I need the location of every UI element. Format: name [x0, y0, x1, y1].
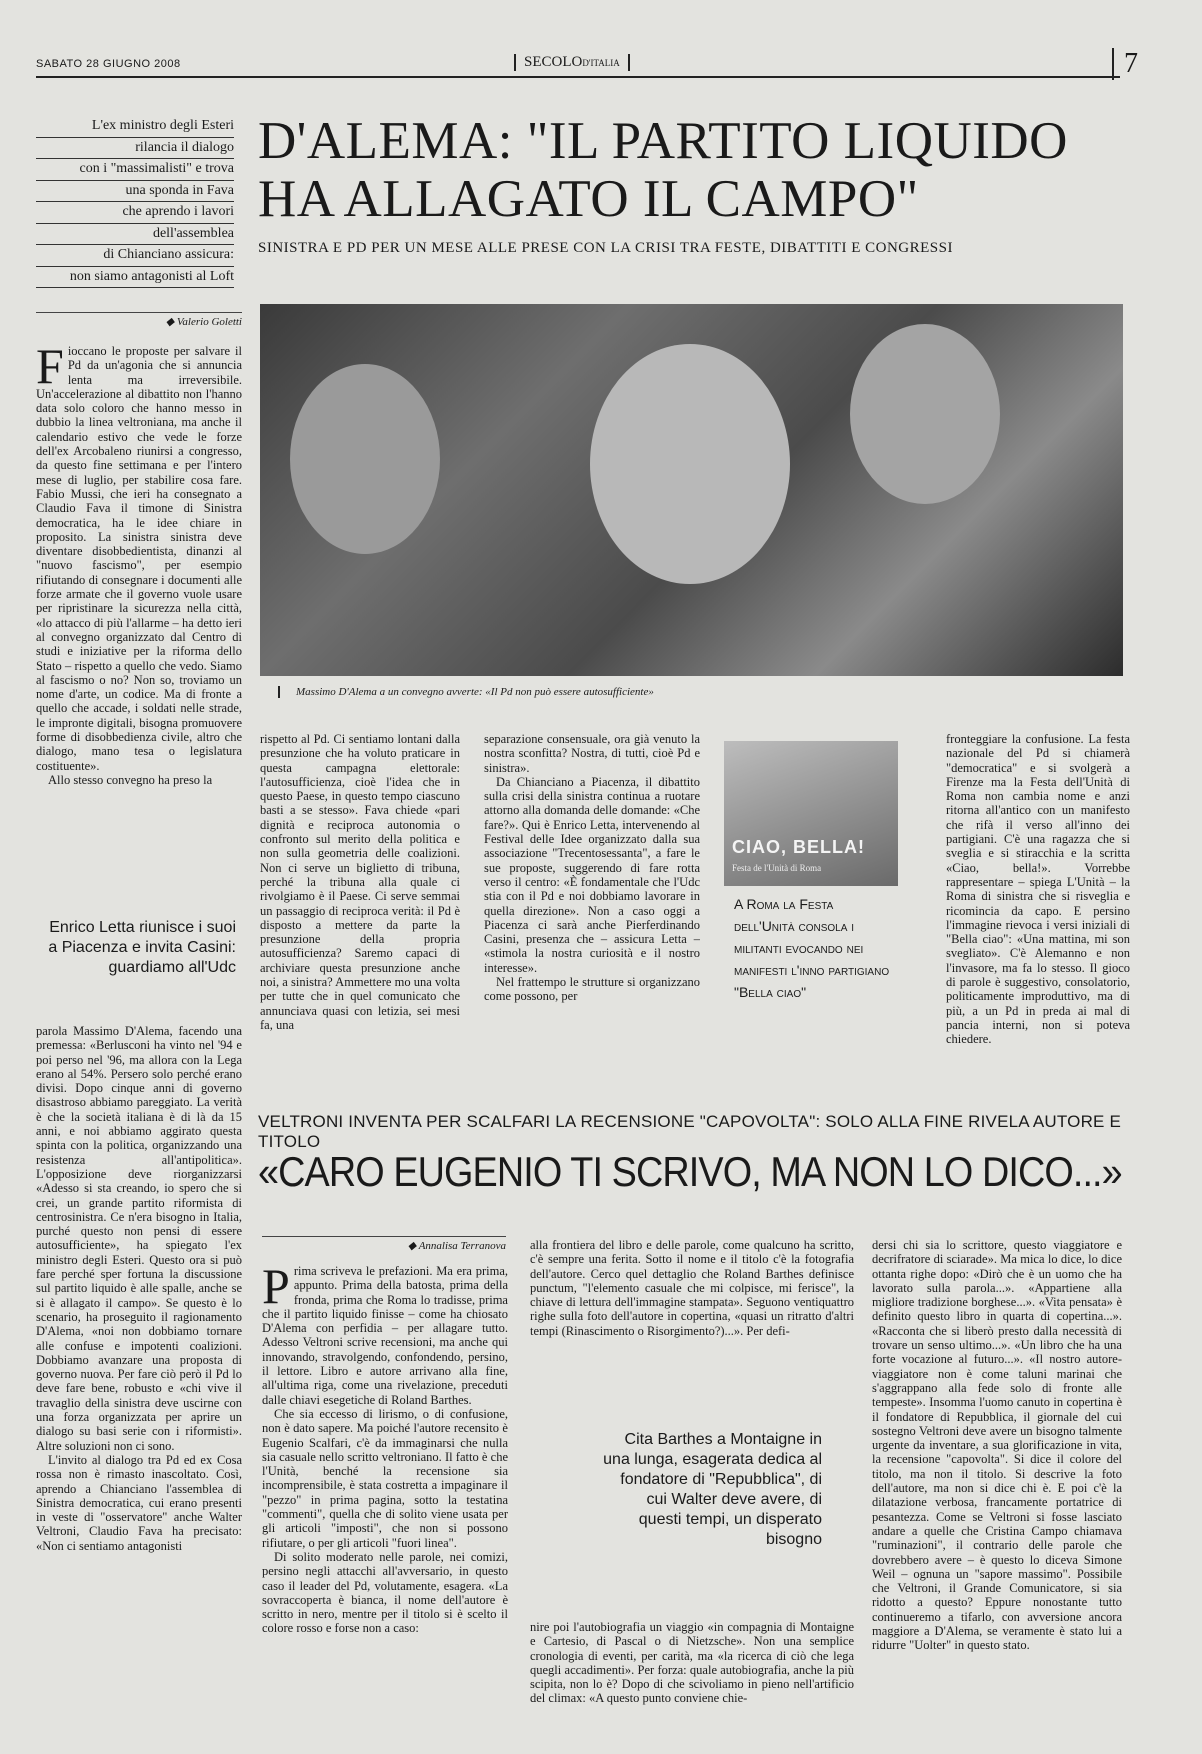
article2-pull-quote: Cita Barthes a Montaigne in una lunga, esagerata dedica al fondatore di "Repubblica", di cui Walter deve avere, di questi tempi, un disperato bisogno	[603, 1431, 822, 1548]
festival-poster-image	[724, 741, 898, 886]
dropcap: F	[36, 344, 64, 394]
article2-byline: ◆ Annalisa Terranova	[262, 1236, 506, 1252]
deck-line: una sponda in Fava	[36, 181, 234, 203]
paragraph: separazione consensuale, ora già venuto la nostra sconfitta? Nostra, di tutti, cioè Pd e sinistra».	[484, 732, 700, 775]
paragraph: Da Chianciano a Piacenza, il dibattito sulla crisi della sinistra continua a ruotare attorno alla domanda delle domande: «Che fare?». Qui è Enrico Letta, intervenendo al Festival delle Idee organizzato dalla sua associazione "Trecentosessanta", a fare le sue proposte, suggerendo di fare rotta verso il centro: «È fondamentale che l'Udc stia con il Pd e noi dobbiamo lavorare in quella direzione». Non a caso oggi a Piacenza ci sarà anche Pierferdinando Casini, presenza che – assicura Letta – «stimola la nostra curiosità e il nostro interesse».	[484, 774, 700, 975]
paragraph: L'invito al dialogo tra Pd ed ex Cosa rossa non è rimasto inascoltato. Così, aprendo a Chianciano l'assemblea di Sinistra democratica, cui erano presenti in veste di "osservatore" anche Walter Veltroni, Claudio Fava ha precisato: «Non ci sentiamo antagonisti	[36, 1452, 242, 1553]
article1-photo	[260, 304, 1123, 676]
article2-headline: «CARO EUGENIO TI SCRIVO, MA NON LO DICO...»	[258, 1148, 1122, 1195]
article1-column-1-top	[36, 344, 242, 890]
photo-figure-left	[290, 364, 440, 554]
header-rule	[36, 76, 1120, 78]
poster-subtitle: Festa de l'Unità di Roma	[732, 863, 822, 873]
sidebar-box	[724, 741, 898, 1049]
deck-line: con i "massimalisti" e trova	[36, 159, 234, 181]
paragraph: dersi chi sia lo scrittore, questo viaggiatore e decrifratore di sciarade». Ma mica lo dice, lo dice ottanta righe dopo: «Dirò che è un uomo che ha lavorato sulla parola...». «Appartiene alla migliore tradizione borghese...». «Vita pensata» è definito questo libro in quarta di copertina...». «Racconta che si liberò presto dalla necessità di trovare un senso ultimo...». «Un libro che ha una forte vocazione al futuro...». «Il nostro autore-viaggiatore non è come taluni marinai che s'aggrappano alla fede solo di fronte alle tempeste». Insomma l'uomo canuto in copertina è il fondatore di Repubblica, il giornale del cui sostegno Veltroni deve avere un bisogno talmente urgente da inventare, a sua glorificazione in vita, la recensione "capovolta". Si dice il colore del titolo, ma non il titolo. Si descrive la foto dell'autore, ma non si dice chi è. E poi c'è la dilatazione verbosa, francamente portatrice di pesantezza. Come se Veltroni si fosse lasciato andare a quelle che Cristina Campo chiamava "ruminazioni", il contrario delle parole che dovrebbero avere – è questo lo diceva Simone Weil – ognuna un "sapore massimo". Possibile che Veltroni, il Grande Comunicatore, si sia ridotto a questo? Eppure nonostante tutto continueremo a tifarlo, con avversione ancora maggiore a D'Alema, se veramente è stato lui a ridurre "Uolter" in questo stato.	[872, 1238, 1122, 1653]
article2-column-1	[262, 1264, 508, 1714]
photo-figure-right	[850, 324, 1000, 504]
paragraph: nire poi l'autobiografia un viaggio «in compagnia di Montaigne e Cartesio, di Pascal o di Nietzsche». Non una semplice cronologia di eventi, per carità, ma «la ricerca di ciò che lega quegli accadimenti». Per forza: quale autobiografia, anche la più scipita, non lo è? Dopo di che scivoliamo in pieno nell'artificio del climax: «A questo punto conviene chie-	[530, 1620, 854, 1706]
paragraph: alla frontiera del libro e delle parole, come qualcuno ha scritto, c'è sempre una ferita. Sotto il nome e il titolo c'è la fotografia dell'autore. Cerco quel dettaglio che Roland Barthes definisce punctum, "l'elemento casuale che mi colpisce, mi ferisce", la chiave di lettura dell'immagine stampata». Seguono ventiquattro righe sulla foto dell'autore in copertina, «quasi un ritratto d'altri tempi (Rinascimento o Risorgimento?)...». Per defi-	[530, 1238, 854, 1338]
article1-pull-quote: Enrico Letta riunisce i suoi a Piacenza e invita Casini: guardiamo all'Udc	[48, 919, 236, 976]
paragraph: Allo stesso convegno ha preso la	[48, 772, 213, 787]
article1-column-4	[946, 732, 1130, 1090]
paper-name-main: SECOLO	[524, 54, 583, 70]
article1-column-3	[484, 732, 700, 1077]
photo-caption: Massimo D'Alema a un convegno avverte: «Il Pd non può essere autosufficiente»	[278, 686, 856, 698]
article1-column-2	[260, 732, 460, 1077]
sidebar-text: A Roma la Festa dell'Unità consola i militanti evocando nei manifesti l'inno partigiano "Bella ciao"	[734, 896, 890, 1000]
article1-byline: ◆ Valerio Goletti	[36, 312, 242, 328]
paragraph: fronteggiare la confusione. La festa nazionale del Pd si chiamerà "democratica" e si svolgerà a Firenze ma la Festa dell'Unità di Roma non cambia nome e anzi ritorna all'antico con un manifesto che rifà il verso all'inno dei partigiani. C'è una ragazza che si sveglia e si stiracchia e la scritta «Ciao, bella!». Vorrebbe rappresentare – spiega L'Unità – la Roma di sinistra che si risveglia e ricomincia da capo. E persino l'immagine rievoca i versi iniziali di "Bella ciao": «Una mattina, mi son svegliato». C'è Alemanno e non l'invasore, ma fa lo stesso. Il gioco di parole è suggestivo, consolatorio, politicamente improduttivo, ma di più, a un Pd in preda ai mal di pancia interni, non si poteva chiedere.	[946, 732, 1130, 1047]
paper-name-suffix: D'ITALIA	[582, 58, 620, 68]
article1-subheadline: SINISTRA E PD PER UN MESE ALLE PRESE CON LA CRISI TRA FESTE, DIBATTITI E CONGRESSI	[258, 240, 953, 256]
deck-line: che aprendo i lavori	[36, 202, 234, 224]
paragraph: Di solito moderato nelle parole, nei comizi, persino negli attacchi all'avversario, in questo caso il leader del Pd, volutamente, esagera. «La sovraccoperta è bianca, il nome dell'autore è scritto in nero, mentre per il titolo si è scelto il colore rosso e forse non a caso:	[262, 1549, 508, 1636]
article2-column-2-bottom	[530, 1620, 854, 1714]
article2-column-3	[872, 1238, 1122, 1714]
deck-line: dell'assemblea	[36, 224, 234, 246]
paragraph: ioccano le proposte per salvare il Pd da un'agonia che si annuncia lenta ma irreversibile. Un'accelerazione al dibattito non l'hanno data solo coloro che hanno messo in dubbio la linea veltroniana, ma anche il calendario estivo che vede le forze dell'ex Arcobaleno riunirsi a congresso, da questo fine settimana e per l'intero mese di luglio, per stabilire cosa fare. Fabio Mussi, che ieri ha consegnato a Claudio Fava il timone di Sinistra democratica, ha le idee chiare in proposito. La sinistra sinistra deve diventare disobbedientista, dinanzi al "nuovo fascismo", per esempio rifiutando di consegnare i documenti alle forze armate che il governo vuole usare per ripristinare la sicurezza nella città, «lo attacco di più l'allarme – ha detto ieri al convegno organizzato dal Centro di studi e iniziative per la riforma dello Stato – rispetto a quello che vedo. Siamo al fascismo o no? Non so, troviamo un nome d'arte, un codice. Ma di fronte a quello che accade, i soldati nelle strade, le impronte digitali, bisogna promuovere forme di disobbedienza civile, altro che dialogo, mano tesa o legislatura costituente».	[36, 344, 242, 773]
issue-date: SABATO 28 GIUGNO 2008	[36, 58, 181, 70]
paragraph: Nel frattempo le strutture si organizzano come possono, per	[484, 975, 700, 1004]
deck-line: di Chianciano assicura:	[36, 245, 234, 267]
deck-line: rilancia il dialogo	[36, 138, 234, 160]
article1-deck	[36, 116, 234, 288]
page-number: 7	[1112, 48, 1138, 80]
article1-column-1-bottom	[36, 1024, 242, 1714]
paragraph: rispetto al Pd. Ci sentiamo lontani dalla presunzione che ha voluto praticare in questa campagna elettorale: l'autosufficienza, cioè l'idea che in questo Paese, in questo tempo ciascuno basti a se stesso». Fava chiede «pari dignità e reciproca autonomia o confronto sul merito della politica e non sulla geometria delle coalizioni. Non ci serve un biglietto di tribuna, perché la tribuna alla quale ci rivolgiamo è il Paese. Ci serve semmai un passaggio di reciproca verità: il Pd è disposto a mettere da parte la presunzione della propria autosufficienza? Saremo capaci di archiviare questa presunzione anche noi, a sinistra? Ammettere mo una volta per tutte che in quel comunicato che annunciava quasi con letizia, sei mesi fa, una	[260, 732, 460, 1032]
article2-kicker: VELTRONI INVENTA PER SCALFARI LA RECENSIONE "CAPOVOLTA": SOLO ALLA FINE RIVELA AUTORE E TITOLO	[258, 1112, 1122, 1151]
dropcap: P	[262, 1264, 290, 1314]
paper-name	[514, 54, 630, 71]
article1-headline: D'ALEMA: "IL PARTITO LIQUIDO HA ALLAGATO IL CAMPO"	[258, 112, 1068, 228]
paragraph: parola Massimo D'Alema, facendo una premessa: «Berlusconi ha vinto nel '94 e poi perso nel '96, ma allora con la Lega erano al 54%. Persero solo perché erano divisi. Dopo cinque anni di governo disastroso abbiamo pareggiato. La verità è che la società italiana è di là da 15 anni, e noi abbiamo aggirato questa spinta con la politica, organizzando una resistenza all'antipolitica». L'opposizione deve riorganizzarsi «Adesso si sta creando, io spero che si crei, un grande partito riformista di centrosinistra. Ce n'era bisogno in Italia, purché questo non pensi di essere autosufficiente», ha spiegato l'ex ministro degli Esteri. Questo ora si può fare perché sper fortuna la discussione sul partito liquido è alle spalle, anche se si è allagato il campo». Se questo è lo scenario, ha proseguito il ragionamento D'Alema, «noi non dobbiamo tornare alle confuse e impotenti coalizioni. Dobbiamo avanzare una proposta di governo nuova. Per fare ciò però il Pd lo deve fare bene, robusto e «chi vive il travaglio della sinistra deve uscirne con una forza organizzata per aprire un dialogo su basi serie con i riformisti». Altre soluzioni non ci sono.	[36, 1024, 242, 1453]
photo-figure-center	[590, 344, 790, 584]
deck-line: non siamo antagonisti al Loft	[36, 267, 234, 289]
paragraph: rima scriveva le prefazioni. Ma era prima, appunto. Prima della batosta, prima della fronda, prima che Roma lo tradisse, prima che il partito liquido finisse – come ha chiosato D'Alema con perfidia – per allagare tutto. Adesso Veltroni scrive recensioni, ma anche qui innovando, stravolgendo, confondendo, persino, il lettore. Libro e autore arrivano alla fine, all'ultima riga, come una rivelazione, preceduti dalle chiavi esegetiche di Roland Barthes.	[262, 1264, 508, 1407]
poster-title: CIAO, BELLA!	[732, 837, 865, 857]
article2-column-2-top	[530, 1238, 854, 1410]
deck-line: L'ex ministro degli Esteri	[36, 116, 234, 138]
paragraph: Che sia eccesso di lirismo, o di confusione, non è dato sapere. Ma poiché l'autore recensito è Eugenio Scalfari, c'è da immaginarsi che nulla sia casuale nello scritto veltroniano. Il fatto è che l'Unità, benché la recensione sia incomprensibile, è stata costretta a impaginare il "pezzo" in prima pagina, sotto la testatina "commenti", quella che di solito viene usata per gli articoli "imposti", che non si possono rifiutare, o per gli articoli "fuori linea".	[262, 1406, 508, 1550]
